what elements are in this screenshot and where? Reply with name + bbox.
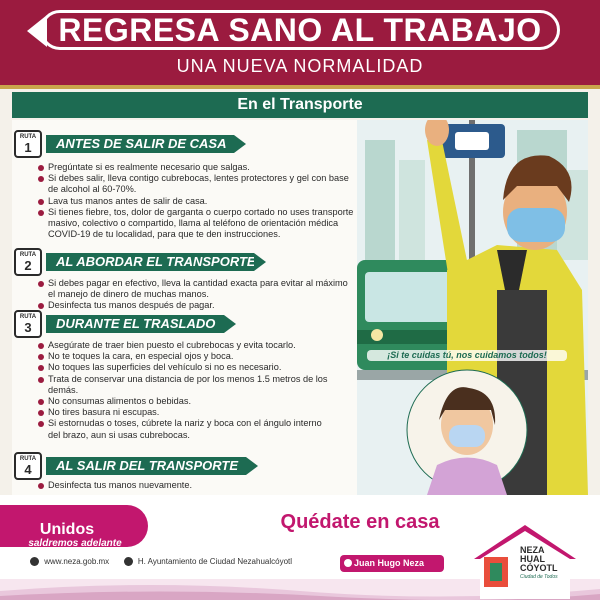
banner-label: En el Transporte <box>237 96 363 113</box>
list-item: Si estornudas o toses, cúbrete la nariz y boca con el ángulo interno del brazo, aun si usas cubrebocas. <box>38 418 328 440</box>
list-item: No te toques la cara, en especial ojos y boca. <box>38 351 328 362</box>
illustration <box>357 120 588 495</box>
divider <box>0 85 600 89</box>
unidos-badge <box>0 505 148 547</box>
list-item: Desinfecta tus manos nuevamente. <box>38 480 356 491</box>
logo-tagline: Ciudad de Todos <box>520 574 558 580</box>
person-name: Juan Hugo Neza <box>354 558 425 568</box>
route-number: 4 <box>24 462 32 477</box>
list-item: Si debes pagar en efectivo, lleva la cantidad exacta para evitar al máximo el manejo de dinero de muchas manos. <box>38 278 356 300</box>
section-title: AL SALIR DEL TRANSPORTE <box>56 458 239 473</box>
section-header-bar <box>46 457 246 475</box>
section-title: AL ABORDAR EL TRANSPORTE <box>56 254 256 269</box>
route-word: RUTA <box>19 252 37 258</box>
person-badge[interactable] <box>340 555 444 572</box>
section-header-bar <box>46 315 224 333</box>
route-word: RUTA <box>19 134 37 140</box>
route-sign-icon <box>14 452 42 482</box>
route-sign-icon <box>14 310 42 340</box>
neza-logo <box>470 523 580 599</box>
saldremos-label: saldremos adelante <box>28 538 122 549</box>
content-panel <box>12 120 357 495</box>
facebook-icon <box>124 557 133 566</box>
section-banner <box>12 92 588 118</box>
bullet-list <box>38 480 356 491</box>
section-title: DURANTE EL TRASLADO <box>56 316 216 331</box>
section-title: ANTES DE SALIR DE CASA <box>56 136 227 151</box>
route-number: 3 <box>24 320 32 335</box>
bullet-list <box>38 340 328 441</box>
header <box>0 0 600 88</box>
bullet-list <box>38 162 356 240</box>
logo-line: CÓYOTL <box>520 563 558 573</box>
list-item: Trata de conservar una distancia de por los menos 1.5 metros de los demás. <box>38 374 328 396</box>
list-item: Si tienes fiebre, tos, dolor de garganta o cuerpo cortado no uses transporte masivo, colectivo o compartido, llama al teléfono de orientación médica COVID-19 de tu localidad, para que te den instrucciones. <box>38 207 356 241</box>
logo-line: NEZA <box>520 545 545 555</box>
route-word: RUTA <box>19 456 37 462</box>
list-item: No consumas alimentos o bebidas. <box>38 396 328 407</box>
list-item: Desinfecta tus manos después de pagar. <box>38 300 356 311</box>
slogan-text: ¡Si te cuidas tú, nos cuidamos todos! <box>367 350 567 361</box>
footer <box>0 495 600 600</box>
website-link[interactable]: www.neza.gob.mx <box>44 557 110 567</box>
list-item: No tires basura ni escupas. <box>38 407 328 418</box>
contact-links <box>30 557 292 571</box>
facebook-icon <box>344 559 352 567</box>
list-item: Asegúrate de traer bien puesto el cubrebocas y evita tocarlo. <box>38 340 328 351</box>
route-word: RUTA <box>19 314 37 320</box>
facebook-link[interactable]: H. Ayuntamiento de Ciudad Nezahualcóyotl <box>137 557 293 567</box>
route-sign-icon <box>14 248 42 278</box>
commuter-illustration <box>357 120 588 495</box>
section-header-bar <box>46 135 234 153</box>
logo-line: HUAL <box>520 554 545 564</box>
route-sign-icon <box>14 130 42 160</box>
list-item: Pregúntate si es realmente necesario que salgas. <box>38 162 356 173</box>
list-item: Si debes salir, lleva contigo cubrebocas, lentes protectores y gel con base de alcohol al 60-70%. <box>38 173 356 195</box>
bullet-list <box>38 278 356 312</box>
route-number: 1 <box>24 140 32 155</box>
section-header-bar <box>46 253 254 271</box>
unidos-label: Unidos <box>39 521 95 538</box>
quedate-en-casa-title: Quédate en casa <box>280 511 440 533</box>
list-item: No toques las superficies del vehículo si no es necesario. <box>38 362 328 373</box>
list-item: Lava tus manos antes de salir de casa. <box>38 196 356 207</box>
page-subtitle: UNA NUEVA NORMALIDAD <box>176 56 424 76</box>
globe-icon <box>30 557 39 566</box>
page-title: REGRESA SANO AL TRABAJO <box>58 12 542 48</box>
route-number: 2 <box>24 258 32 273</box>
